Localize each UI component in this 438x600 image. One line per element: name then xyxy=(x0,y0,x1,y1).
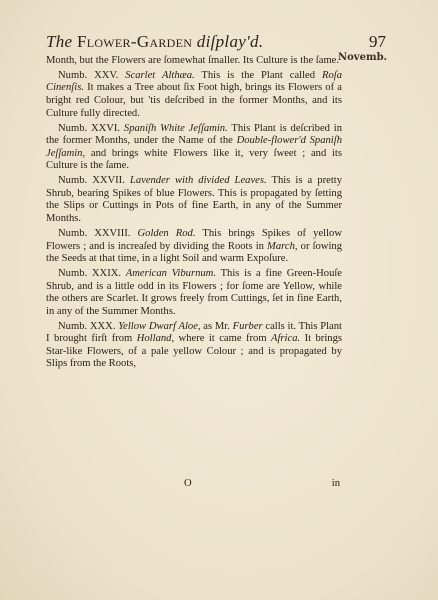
italic-text: Double-flower'd Spaniſh Jeſſamin, xyxy=(46,135,342,159)
text-run: Numb. XXX. xyxy=(58,320,119,332)
italic-text: Yellow Dwarf Aloe, xyxy=(118,320,201,332)
italic-text: Holland, xyxy=(136,333,175,345)
italic-text: Africa. xyxy=(271,333,301,345)
italic-text: Furber xyxy=(232,320,263,332)
text-run: Numb. XXIX. xyxy=(58,267,126,279)
italic-text: Lavender with divided Leaves. xyxy=(129,175,267,187)
running-header xyxy=(46,31,386,53)
text-run: Numb. XXV. xyxy=(58,69,126,81)
text-run: Month, but the Flowers are ſomewhat ſmaller. Its Culture is the ſame. xyxy=(46,55,340,66)
title-main: Flower-Garden xyxy=(76,32,193,51)
text-run: and brings white Flowers like it, very ſweet ; and its Culture is the ſame. xyxy=(46,147,342,172)
paragraph xyxy=(46,55,342,68)
running-title xyxy=(46,32,263,51)
title-suffix: diſplay'd. xyxy=(192,32,264,51)
signature-mark: O xyxy=(184,478,192,489)
italic-text: American Viburnum. xyxy=(125,267,216,279)
paragraph xyxy=(46,321,342,371)
italic-text: Golden Rod. xyxy=(137,227,196,239)
text-run: This is a fine Green-Houſe Shrub, and is a little odd in its Flowers ; for ſome are Yellow, while the others are Scarlet. It grows freely from Cuttings, ſet in fine Earth, in any of the Summer Months. xyxy=(46,267,343,317)
text-run: This brings Spikes of yellow Flowers ; and is increaſed by dividing the Roots in xyxy=(46,227,342,252)
italic-text: March, xyxy=(267,240,298,252)
body-text xyxy=(46,55,342,373)
italic-text: Scarlet Althæa. xyxy=(125,69,195,81)
text-run: It brings Star-like Flowers, of a pale yellow Colour ; and is propagated by Slips from the Roots, xyxy=(46,333,342,370)
text-run: This Plant is deſcribed in the former Months, under the Name of the xyxy=(46,122,342,147)
paragraph xyxy=(46,70,342,120)
text-run: Numb. XXVI. xyxy=(58,122,124,134)
paragraph xyxy=(46,175,342,225)
italic-text: Roſa Cinenſis. xyxy=(46,69,342,94)
text-run: This is a pretty Shrub, bearing Spikes of blue Flowers. This is propagated by ſetting the Slips or Cuttings in Pots of fine Earth, in any of the Summer Months. xyxy=(46,175,342,225)
title-prefix: The xyxy=(46,32,77,51)
text-run: where it came from xyxy=(174,333,272,345)
text-run: This is the Plant called xyxy=(194,69,322,81)
page-number: 97 xyxy=(369,32,386,51)
italic-text: Spaniſh White Jeſſamin. xyxy=(123,122,228,134)
page-footer xyxy=(46,478,340,492)
text-run: It makes a Tree about ſix Foot high, brings its Flowers of a bright red Colour, but 'tis deſcribed in the former Months, and its Culture fully directed. xyxy=(46,82,342,119)
text-run: Numb. XXVII. xyxy=(58,175,130,187)
text-run: Numb. XXVIII. xyxy=(58,227,138,239)
text-run: or ſowing the Seeds at that time, in a light Soil and warm Expoſure. xyxy=(46,240,342,265)
text-run: calls it. This Plant I brought firſt from xyxy=(46,320,342,345)
paragraph xyxy=(46,123,342,173)
margin-note: Novemb. xyxy=(338,52,388,63)
catchword: in xyxy=(331,478,340,489)
text-run: as Mr. xyxy=(200,320,233,332)
paragraph xyxy=(46,228,342,266)
paragraph xyxy=(46,268,342,318)
